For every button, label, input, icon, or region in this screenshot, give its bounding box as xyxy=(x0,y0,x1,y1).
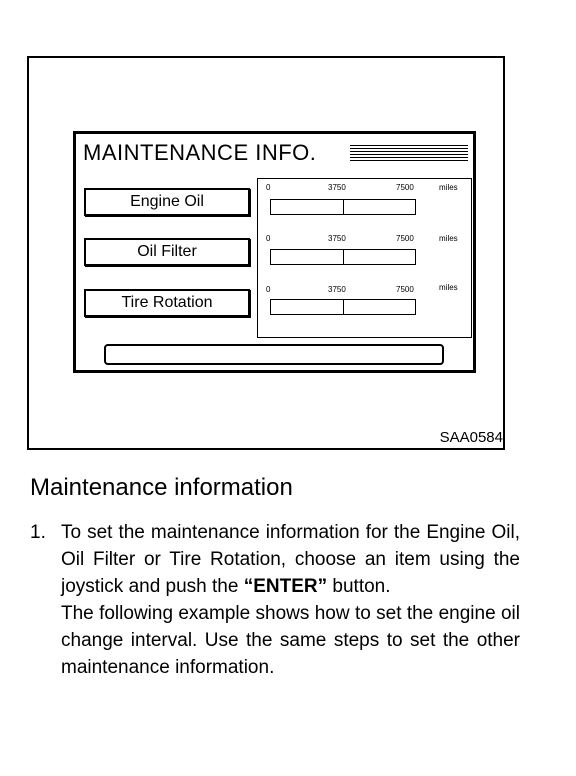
scale-max-label: 7500 xyxy=(396,234,414,243)
scale-min-label: 0 xyxy=(266,285,271,294)
instruction-step xyxy=(30,519,520,681)
midpoint-tick xyxy=(343,300,344,314)
scale-unit-label: miles xyxy=(439,283,458,292)
scale-unit-label: miles xyxy=(439,183,458,192)
scale-unit-label: miles xyxy=(439,234,458,243)
scale-min-label: 0 xyxy=(266,234,271,243)
engine-oil-progress-bar xyxy=(270,199,416,215)
scale-mid-label: 3750 xyxy=(328,234,346,243)
scale-max-label: 7500 xyxy=(396,285,414,294)
tire-rotation-button[interactable]: Tire Rotation xyxy=(84,289,250,317)
midpoint-tick xyxy=(343,200,344,214)
step-text: To set the maintenance information for the Engine Oil, Oil Filter or Tire Rotation, choose an item using the joystick and push the xyxy=(61,522,520,597)
tire-rotation-progress-bar xyxy=(270,299,416,315)
scale-max-label: 7500 xyxy=(396,183,414,192)
scale-min-label: 0 xyxy=(266,183,271,192)
step-paragraph xyxy=(61,519,520,600)
scale-mid-label: 3750 xyxy=(328,285,346,294)
oil-filter-progress-bar xyxy=(270,249,416,265)
step-body xyxy=(61,519,520,681)
enter-keyword: “ENTER” xyxy=(243,576,328,597)
scale-mid-label: 3750 xyxy=(328,183,346,192)
status-bar xyxy=(104,344,444,365)
step-text: button. xyxy=(327,576,391,597)
step-number: 1. xyxy=(30,522,46,543)
midpoint-tick xyxy=(343,250,344,264)
section-heading: Maintenance information xyxy=(30,474,293,501)
figure-code: SAA0584 xyxy=(439,429,503,446)
oil-filter-button[interactable]: Oil Filter xyxy=(84,238,250,266)
title-decoration-lines xyxy=(350,145,468,163)
engine-oil-button[interactable]: Engine Oil xyxy=(84,188,250,216)
screen-title: MAINTENANCE INFO. xyxy=(83,140,317,165)
step-paragraph: The following example shows how to set the engine oil change interval. Use the same steps to set the other maintenance information. xyxy=(61,603,520,678)
